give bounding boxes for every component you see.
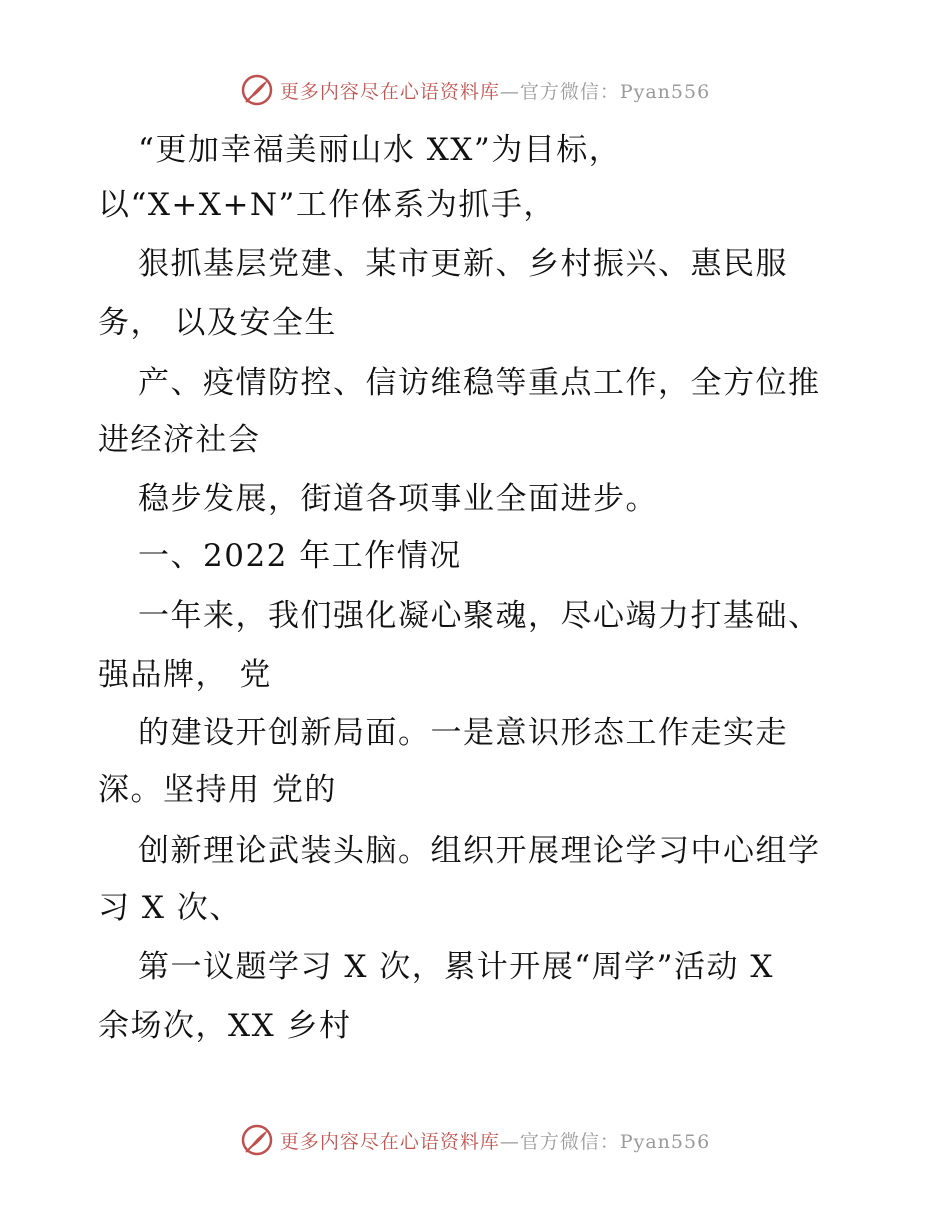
watermark-main: 更多内容尽在心语资料库 (279, 80, 500, 103)
text-line: 产、疫情防控、信访维稳等重点工作，全方位推 (138, 365, 821, 401)
text-line: 狠抓基层党建、某市更新、乡村振兴、惠民服 (138, 246, 788, 282)
watermark-separator: — (499, 80, 520, 103)
text-line: 的建设开创新局面。一是意识形态工作走实走 (138, 715, 788, 751)
watermark-separator: — (499, 1130, 520, 1153)
watermark-suffix: 官方微信：Pyan556 (519, 80, 711, 103)
footer-watermark (0, 1120, 950, 1160)
watermark-suffix: 官方微信：Pyan556 (519, 1130, 711, 1153)
text-line: 稳步发展，街道各项事业全面进步。 (138, 481, 658, 517)
text-line: 习 X 次、 (98, 890, 242, 926)
text-line: 以“X+X+N”工作体系为抓手， (98, 187, 556, 223)
text-line: 深。坚持用 党的 (98, 772, 337, 808)
watermark-text (280, 77, 710, 104)
text-line: “更加幸福美丽山水 XX”为目标， (138, 132, 622, 168)
section-heading: 一、2022 年工作情况 (138, 538, 462, 574)
text-line: 第一议题学习 X 次，累计开展“周学”活动 X (138, 949, 774, 985)
text-line: 一年来，我们强化凝心聚魂，尽心竭力打基础、 (138, 598, 821, 634)
header-watermark (0, 70, 950, 110)
text-line: 创新理论武装头脑。组织开展理论学习中心组学 (138, 833, 821, 869)
text-line: 余场次，XX 乡村 (98, 1008, 352, 1044)
watermark-text (280, 1127, 710, 1154)
text-line: 务， 以及安全生 (98, 305, 337, 341)
watermark-main: 更多内容尽在心语资料库 (279, 1130, 500, 1153)
feather-logo-icon (240, 1123, 274, 1157)
text-line: 进经济社会 (98, 422, 261, 458)
text-line: 强品牌， 党 (98, 657, 272, 693)
feather-logo-icon (240, 73, 274, 107)
